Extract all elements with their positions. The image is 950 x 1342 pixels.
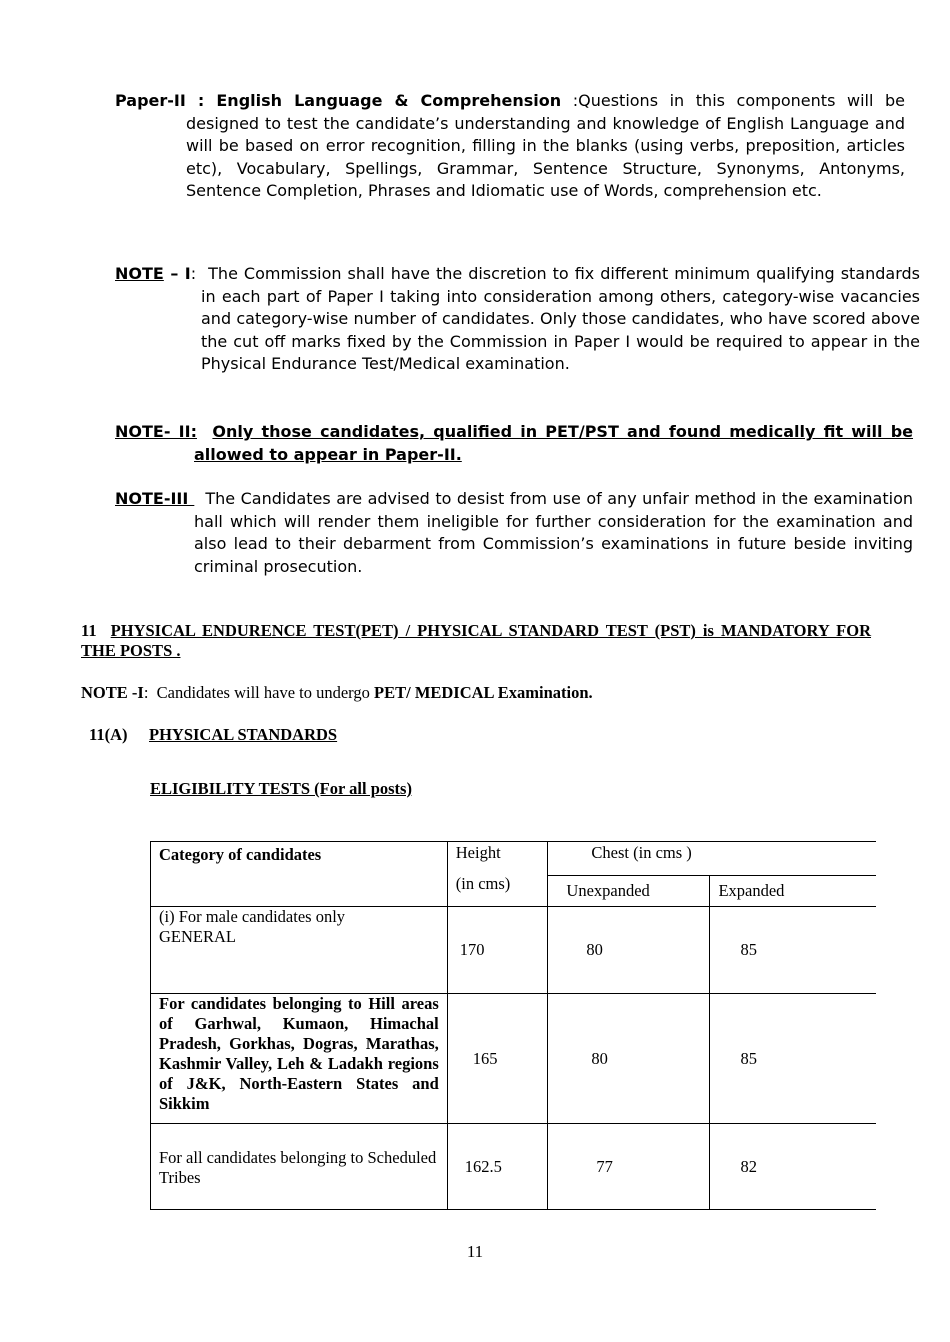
- note-iii-label: NOTE-III: [115, 489, 195, 508]
- note-i-colon: :: [190, 264, 197, 283]
- eligibility-heading: ELIGIBILITY TESTS (For all posts): [150, 779, 412, 798]
- header-chest: Chest (in cms ): [548, 842, 876, 876]
- row-2-category: For candidates belonging to Hill areas of Garhwal, Kumaon, Himachal Pradesh, Gorkhas, Dogras, Marathas, Kashmir Valley, Leh & Ladakh regions of J&K, North-Eastern States and Sikkim: [151, 994, 448, 1124]
- header-category: Category of candidates: [151, 842, 448, 907]
- row-1-expanded: 85: [710, 907, 876, 994]
- header-height: Height (in cms): [447, 842, 548, 907]
- row-3-height: 162.5: [447, 1124, 548, 1210]
- section-11a-number: 11(A): [89, 725, 128, 744]
- row-2-unexpanded: 80: [548, 994, 710, 1124]
- note-iii-paragraph: [115, 488, 919, 578]
- table-row: [151, 994, 877, 1124]
- row-3-unexpanded: 77: [548, 1124, 710, 1210]
- note-ii-label: NOTE- II:: [115, 422, 197, 441]
- row-2-height: 165: [447, 994, 548, 1124]
- note-i-paragraph: [115, 263, 926, 376]
- section-11-number: 11: [81, 621, 97, 640]
- section-11a-heading: [89, 725, 337, 745]
- section-11-title: PHYSICAL ENDURENCE TEST(PET) / PHYSICAL STANDARD TEST (PST) is MANDATORY FOR THE POSTS .: [81, 621, 872, 660]
- note-i-body: The Commission shall have the discretion to fix different minimum qualifying standards in each part of Paper I taking into consideration among others, category-wise vacancies and category-wise number of candidates. Only those candidates, who have scored above the cut off marks fixed by the Commission in Paper I would be required to appear in the Physical Endurance Test/Medical examination.: [196, 264, 926, 373]
- note-pet-label: NOTE -I: [81, 683, 144, 702]
- header-expanded: Expanded: [710, 876, 876, 907]
- section-11a-title: PHYSICAL STANDARDS: [149, 725, 338, 744]
- paper-ii-body: :Questions in this components will be designed to test the candidate’s understanding and knowledge of English Language and will be based on error recognition, filling in the blanks (using verbs, preposition, articles etc), Vocabulary, Spellings, Grammar, Sentence Structure, Synonyms, Antonyms, Sentence Completion, Phrases and Idiomatic use of Words, comprehension etc.: [186, 91, 905, 200]
- row-1-unexpanded: 80: [548, 907, 710, 994]
- note-i-suffix: – I: [163, 264, 191, 283]
- note-pet-text: : Candidates will have to undergo: [143, 683, 375, 702]
- physical-standards-table: [150, 841, 876, 1210]
- note-ii-body: Only those candidates, qualified in PET/PST and found medically fit will be allowed to appear in Paper-II.: [194, 422, 914, 464]
- row-1-category: (i) For male candidates only GENERAL: [151, 907, 448, 994]
- section-11-heading: [81, 621, 871, 661]
- header-unexpanded: Unexpanded: [548, 876, 710, 907]
- row-1-height: 170: [447, 907, 548, 994]
- row-3-expanded: 82: [710, 1124, 876, 1210]
- note-iii-body: The Candidates are advised to desist from use of any unfair method in the examination hall which will render them ineligible for further consideration for the examination and also lead to their debarment from Commission’s examinations in future beside inviting criminal prosecution.: [194, 489, 919, 576]
- paper-ii-heading: Paper-II : English Language & Comprehension: [115, 91, 562, 110]
- note-pet-bold: PET/ MEDICAL Examination.: [374, 683, 593, 702]
- note-ii-paragraph: [115, 421, 913, 466]
- page-number: 11: [466, 1242, 484, 1261]
- paper-ii-paragraph: [115, 90, 905, 203]
- note-pet-medical: [81, 683, 871, 703]
- note-i-label: NOTE: [115, 264, 164, 283]
- table-header-row-1: [151, 842, 877, 876]
- table-row: [151, 907, 877, 994]
- table-row: [151, 1124, 877, 1210]
- row-2-expanded: 85: [710, 994, 876, 1124]
- row-3-category: For all candidates belonging to Scheduled Tribes: [151, 1124, 448, 1210]
